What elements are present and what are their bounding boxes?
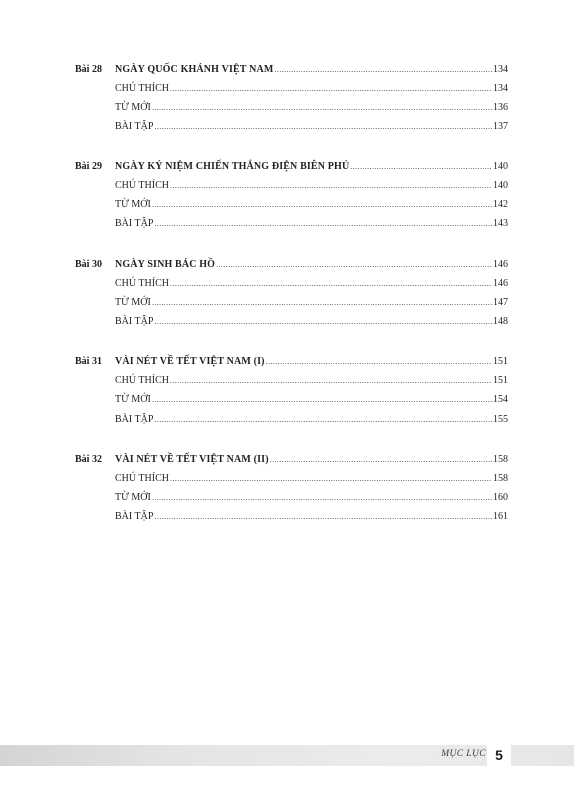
dot-leader bbox=[170, 179, 492, 193]
page-number: 140 bbox=[493, 161, 508, 172]
toc-item-label: CHÚ THÍCH bbox=[115, 473, 169, 484]
toc-item-entry[interactable] bbox=[115, 277, 508, 291]
lesson-heading-row[interactable] bbox=[0, 160, 574, 174]
toc-item-label: TỪ MỚI bbox=[115, 102, 151, 113]
toc-item-entry[interactable] bbox=[115, 101, 508, 115]
dot-leader bbox=[154, 510, 492, 524]
toc-item-entry[interactable] bbox=[115, 491, 508, 505]
toc-item-label: BÀI TẬP bbox=[115, 511, 154, 522]
page-number: 137 bbox=[493, 121, 508, 132]
toc-item-entry[interactable] bbox=[115, 198, 508, 212]
toc-item-label: TỪ MỚI bbox=[115, 199, 151, 210]
toc-item-entry[interactable] bbox=[115, 393, 508, 407]
toc-item-entry[interactable] bbox=[115, 82, 508, 96]
lesson-title-entry[interactable] bbox=[115, 160, 508, 174]
page-footer bbox=[0, 745, 574, 766]
page-number: 136 bbox=[493, 102, 508, 113]
toc-item-row[interactable] bbox=[0, 101, 574, 115]
dot-leader bbox=[274, 63, 492, 77]
lesson-title: NGÀY QUỐC KHÁNH VIỆT NAM bbox=[115, 64, 274, 75]
footer-page-number: 5 bbox=[495, 747, 503, 763]
lesson-title: NGÀY SINH BÁC HỒ bbox=[115, 259, 216, 270]
dot-leader bbox=[152, 101, 492, 115]
lesson-number: Bài 32 bbox=[75, 454, 102, 465]
toc-item-entry[interactable] bbox=[115, 217, 508, 231]
dot-leader bbox=[152, 393, 492, 407]
toc-item-label: BÀI TẬP bbox=[115, 316, 154, 327]
toc-item-row[interactable] bbox=[0, 198, 574, 212]
toc-item-entry[interactable] bbox=[115, 374, 508, 388]
lesson-title: VÀI NÉT VỀ TẾT VIỆT NAM (II) bbox=[115, 454, 269, 465]
lesson-title-entry[interactable] bbox=[115, 355, 508, 369]
dot-leader bbox=[154, 120, 492, 134]
toc-item-entry[interactable] bbox=[115, 510, 508, 524]
toc-item-row[interactable] bbox=[0, 491, 574, 505]
toc-item-entry[interactable] bbox=[115, 120, 508, 134]
footer-page-number-box bbox=[487, 745, 511, 766]
lesson-title-entry[interactable] bbox=[115, 63, 508, 77]
page-number: 151 bbox=[493, 375, 508, 386]
lesson-title-entry[interactable] bbox=[115, 453, 508, 467]
dot-leader bbox=[152, 296, 492, 310]
dot-leader bbox=[170, 82, 492, 96]
toc-item-row[interactable] bbox=[0, 82, 574, 96]
lesson-number: Bài 28 bbox=[75, 64, 102, 75]
lesson-heading-row[interactable] bbox=[0, 355, 574, 369]
toc-item-label: BÀI TẬP bbox=[115, 414, 154, 425]
lesson-heading-row[interactable] bbox=[0, 258, 574, 272]
lesson-number: Bài 29 bbox=[75, 161, 102, 172]
page-number: 160 bbox=[493, 492, 508, 503]
page-number: 151 bbox=[493, 356, 508, 367]
toc-item-row[interactable] bbox=[0, 179, 574, 193]
toc-item-row[interactable] bbox=[0, 217, 574, 231]
lesson-title: NGÀY KỶ NIỆM CHIẾN THẮNG ĐIỆN BIÊN PHỦ bbox=[115, 161, 350, 172]
dot-leader bbox=[154, 315, 492, 329]
lesson-number: Bài 30 bbox=[75, 259, 102, 270]
toc-item-label: BÀI TẬP bbox=[115, 121, 154, 132]
dot-leader bbox=[266, 355, 492, 369]
dot-leader bbox=[270, 453, 492, 467]
toc-item-entry[interactable] bbox=[115, 179, 508, 193]
page-number: 142 bbox=[493, 199, 508, 210]
toc-item-row[interactable] bbox=[0, 296, 574, 310]
page-number: 161 bbox=[493, 511, 508, 522]
dot-leader bbox=[170, 472, 492, 486]
toc-item-row[interactable] bbox=[0, 393, 574, 407]
page-number: 134 bbox=[493, 64, 508, 75]
toc-item-entry[interactable] bbox=[115, 472, 508, 486]
toc-item-row[interactable] bbox=[0, 374, 574, 388]
dot-leader bbox=[152, 198, 492, 212]
dot-leader bbox=[350, 160, 492, 174]
page-number: 154 bbox=[493, 394, 508, 405]
page-number: 146 bbox=[493, 259, 508, 270]
lesson-title-entry[interactable] bbox=[115, 258, 508, 272]
toc-item-row[interactable] bbox=[0, 472, 574, 486]
toc-item-label: TỪ MỚI bbox=[115, 297, 151, 308]
page-number: 147 bbox=[493, 297, 508, 308]
dot-leader bbox=[170, 277, 492, 291]
page-number: 148 bbox=[493, 316, 508, 327]
lesson-heading-row[interactable] bbox=[0, 63, 574, 77]
toc-item-entry[interactable] bbox=[115, 315, 508, 329]
dot-leader bbox=[170, 374, 492, 388]
dot-leader bbox=[216, 258, 492, 272]
toc-item-row[interactable] bbox=[0, 510, 574, 524]
toc-item-label: TỪ MỚI bbox=[115, 492, 151, 503]
lesson-title: VÀI NÉT VỀ TẾT VIỆT NAM (I) bbox=[115, 356, 265, 367]
toc-item-row[interactable] bbox=[0, 315, 574, 329]
footer-section-label: MỤC LỤC bbox=[441, 749, 486, 759]
toc-item-label: CHÚ THÍCH bbox=[115, 375, 169, 386]
toc-item-row[interactable] bbox=[0, 277, 574, 291]
page-number: 140 bbox=[493, 180, 508, 191]
toc-item-label: CHÚ THÍCH bbox=[115, 83, 169, 94]
toc-item-entry[interactable] bbox=[115, 296, 508, 310]
dot-leader bbox=[152, 491, 492, 505]
page-number: 158 bbox=[493, 454, 508, 465]
dot-leader bbox=[154, 217, 492, 231]
page-number: 143 bbox=[493, 218, 508, 229]
toc-item-label: CHÚ THÍCH bbox=[115, 278, 169, 289]
lesson-heading-row[interactable] bbox=[0, 453, 574, 467]
toc-item-label: CHÚ THÍCH bbox=[115, 180, 169, 191]
page-number: 134 bbox=[493, 83, 508, 94]
toc-item-label: BÀI TẬP bbox=[115, 218, 154, 229]
toc-item-row[interactable] bbox=[0, 413, 574, 427]
page-number: 158 bbox=[493, 473, 508, 484]
dot-leader bbox=[154, 413, 492, 427]
page-number: 146 bbox=[493, 278, 508, 289]
toc-item-row[interactable] bbox=[0, 120, 574, 134]
toc-item-entry[interactable] bbox=[115, 413, 508, 427]
lesson-number: Bài 31 bbox=[75, 356, 102, 367]
toc-item-label: TỪ MỚI bbox=[115, 394, 151, 405]
page-number: 155 bbox=[493, 414, 508, 425]
